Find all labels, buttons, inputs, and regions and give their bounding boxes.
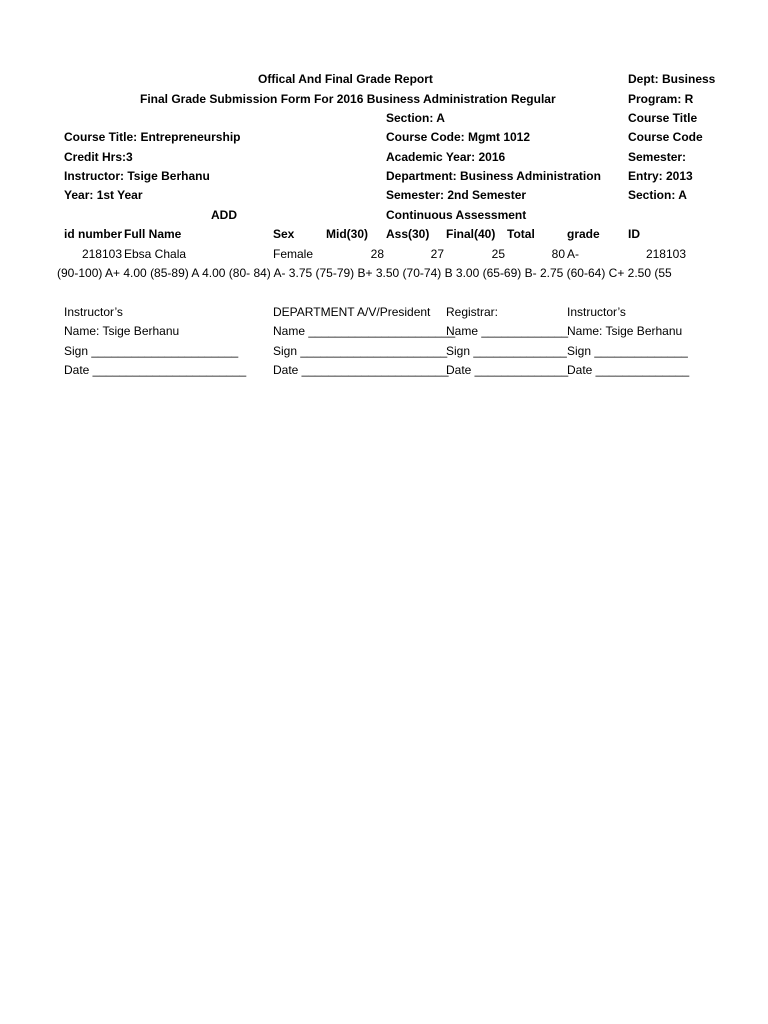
signature-date-line: Date ______________ xyxy=(446,363,569,377)
spreadsheet-area xyxy=(0,0,716,400)
signature-sign-line: Sign ______________________ xyxy=(64,344,239,358)
col-header-id: id number xyxy=(64,227,123,241)
col-header-sex: Sex xyxy=(273,227,295,241)
course-title-right: Course Title xyxy=(628,111,698,125)
signature-date-line: Date _______________________ xyxy=(64,363,247,377)
col-header-grade: grade xyxy=(567,227,600,241)
col-header-total: Total xyxy=(507,227,535,241)
col-header-id-right: ID xyxy=(628,227,640,241)
col-header-final: Final(40) xyxy=(446,227,496,241)
instructor-label: Instructor: Tsige Berhanu xyxy=(64,169,210,183)
program-label: Program: R xyxy=(628,92,694,106)
signature-sign-line: Sign ______________________ xyxy=(273,344,448,358)
academic-year-label: Academic Year: 2016 xyxy=(386,150,506,164)
cell-name: Ebsa Chala xyxy=(124,247,187,261)
signature-title: Instructor’s xyxy=(567,305,626,319)
signature-title: DEPARTMENT A/V/President xyxy=(273,305,431,319)
course-title-label: Course Title: Entrepreneurship xyxy=(64,130,241,144)
credit-hrs-label: Credit Hrs:3 xyxy=(64,150,133,164)
cell-id: 218103 xyxy=(81,247,122,261)
entry-right: Entry: 2013 xyxy=(628,169,693,183)
semester-label: Semester: 2nd Semester xyxy=(386,188,527,202)
section-label: Section: A xyxy=(386,111,445,125)
col-header-name: Full Name xyxy=(124,227,182,241)
signature-name: Name: Tsige Berhanu xyxy=(64,324,180,338)
cell-ass: 27 xyxy=(430,247,444,261)
signature-name: Name ______________________ xyxy=(273,324,456,338)
signature-sign-line: Sign ______________ xyxy=(567,344,688,358)
signature-sign-line: Sign ______________ xyxy=(446,344,567,358)
cell-mid: 28 xyxy=(370,247,384,261)
signature-name: Name: Tsige Berhanu xyxy=(567,324,683,338)
col-header-ass: Ass(30) xyxy=(386,227,430,241)
course-code-right: Course Code xyxy=(628,130,703,144)
report-subtitle: Final Grade Submission Form For 2016 Business Administration Regular xyxy=(140,92,556,106)
col-header-mid: Mid(30) xyxy=(326,227,368,241)
section-right: Section: A xyxy=(628,188,687,202)
cell-id-right: 218103 xyxy=(645,247,686,261)
signature-name: Name _____________ xyxy=(446,324,569,338)
signature-title: Registrar: xyxy=(446,305,499,319)
cell-grade: A- xyxy=(567,247,579,261)
semester-right: Semester: xyxy=(628,150,687,164)
cell-total: 80 xyxy=(551,247,565,261)
grade-scale: (90-100) A+ 4.00 (85-89) A 4.00 (80- 84) A- 3.75 (75-79) B+ 3.50 (70-74) B 3.00 (65-69) B- 2.75 (60-64) C+ 2.50 (55 xyxy=(57,266,672,280)
dept-label: Dept: Business xyxy=(628,72,716,86)
department-label: Department: Business Administration xyxy=(386,169,601,183)
signature-date-line: Date ______________ xyxy=(567,363,690,377)
course-code-label: Course Code: Mgmt 1012 xyxy=(386,130,531,144)
cell-final: 25 xyxy=(491,247,505,261)
continuous-assessment-label: Continuous Assessment xyxy=(386,208,527,222)
signature-date-line: Date ______________________ xyxy=(273,363,449,377)
year-label: Year: 1st Year xyxy=(64,188,143,202)
signature-title: Instructor’s xyxy=(64,305,123,319)
cell-sex: Female xyxy=(273,247,314,261)
add-label: ADD xyxy=(211,208,237,222)
report-title: Offical And Final Grade Report xyxy=(258,72,433,86)
